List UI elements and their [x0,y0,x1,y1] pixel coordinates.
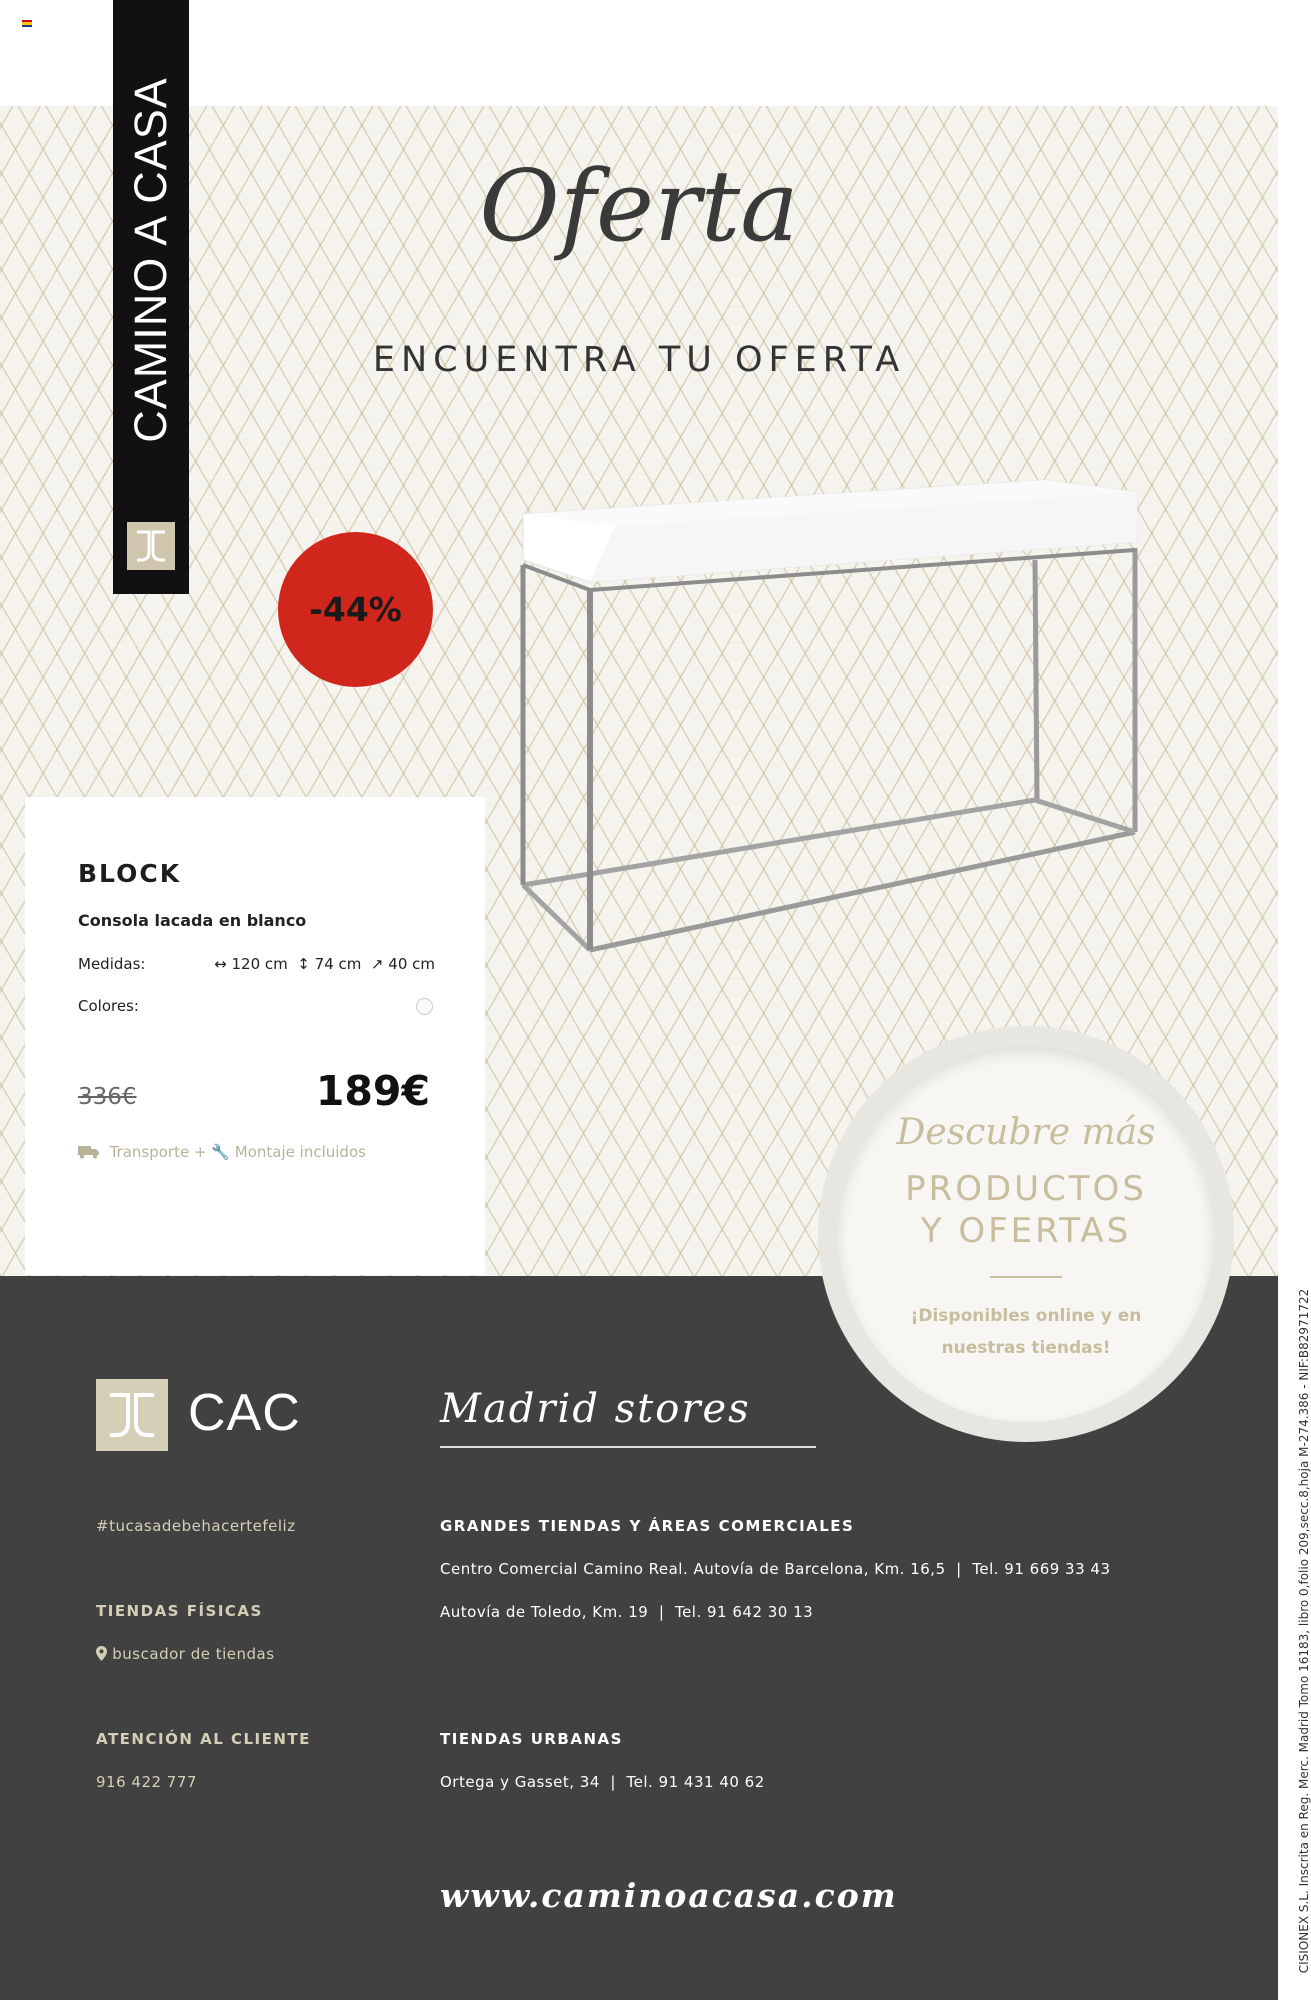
store-finder-label: buscador de tiendas [112,1645,275,1663]
promo-title-line2: Y OFERTAS [920,1211,1132,1251]
big-stores-heading: GRANDES TIENDAS Y ÁREAS COMERCIALES [440,1517,855,1535]
urban-stores-heading: TIENDAS URBANAS [440,1730,623,1748]
plus-text: + [193,1143,207,1161]
color-swatch-white[interactable] [416,998,433,1015]
hashtag[interactable]: #tucasadebehacertefeliz [96,1517,296,1535]
height-value: 74 cm [314,955,362,973]
store-finder-link[interactable] [96,1645,275,1663]
promo-script: Descubre más [896,1112,1156,1153]
language-flag-icon[interactable] [22,20,32,27]
depth-arrow-icon: ↗ [370,955,384,973]
brand-name: CAMINO A CASA [125,77,176,443]
old-price: 336€ [78,1084,137,1110]
product-dimensions [214,955,435,973]
website-link[interactable]: www.caminoacasa.com [440,1876,898,1915]
madrid-stores-title: Madrid stores [440,1386,751,1432]
oferta-title: Oferta [479,150,799,264]
big-store-2: Autovía de Toledo, Km. 19 | Tel. 91 642 30 13 [440,1603,814,1621]
map-pin-icon [96,1645,112,1663]
oferta-subtitle: ENCUENTRA TU OFERTA [372,340,906,380]
product-name: BLOCK [78,859,182,888]
customer-phone[interactable]: 916 422 777 [96,1773,197,1791]
width-value: 120 cm [231,955,288,973]
brand-logo-icon [127,522,175,570]
urban-store-1: Ortega y Gasset, 34 | Tel. 91 431 40 62 [440,1773,765,1791]
wrench-icon: 🔧 [211,1143,231,1161]
colors-label: Colores: [78,997,139,1015]
services-included [78,1143,366,1161]
console-table-image [515,470,1145,970]
product-card [25,797,485,1275]
cac-logo-text: CAC [188,1384,301,1442]
width-arrow-icon: ↔ [214,955,227,973]
promo-divider [990,1276,1062,1278]
big-store-1: Centro Comercial Camino Real. Autovía de Barcelona, Km. 16,5 | Tel. 91 669 33 43 [440,1560,1111,1578]
physical-stores-heading: TIENDAS FÍSICAS [96,1602,263,1620]
new-price: 189€ [315,1067,430,1115]
cac-logo-icon [96,1379,168,1451]
customer-service-heading: ATENCIÓN AL CLIENTE [96,1730,311,1748]
madrid-stores-underline [440,1446,816,1448]
legal-text: CISIONEX S.L. Inscrita en Reg. Merc. Madrid Tomo 16183, libro 0,folio 209,secc.8,hoja M-274.386 - NIF:B82971722 [1297,1288,1311,1974]
depth-value: 40 cm [388,955,435,973]
promo-text: ¡Disponibles online y en nuestras tiendas! [910,1306,1142,1358]
promo-title-line1: PRODUCTOS [905,1169,1147,1209]
truck-icon [78,1143,105,1161]
product-description: Consola lacada en blanco [78,911,307,930]
height-arrow-icon: ↕ [297,955,310,973]
transport-text: Transporte [109,1143,190,1161]
promo-title [838,1168,1214,1252]
measures-label: Medidas: [78,955,146,973]
discount-badge: -44% [278,532,433,687]
assembly-text: Montaje incluidos [234,1143,366,1161]
